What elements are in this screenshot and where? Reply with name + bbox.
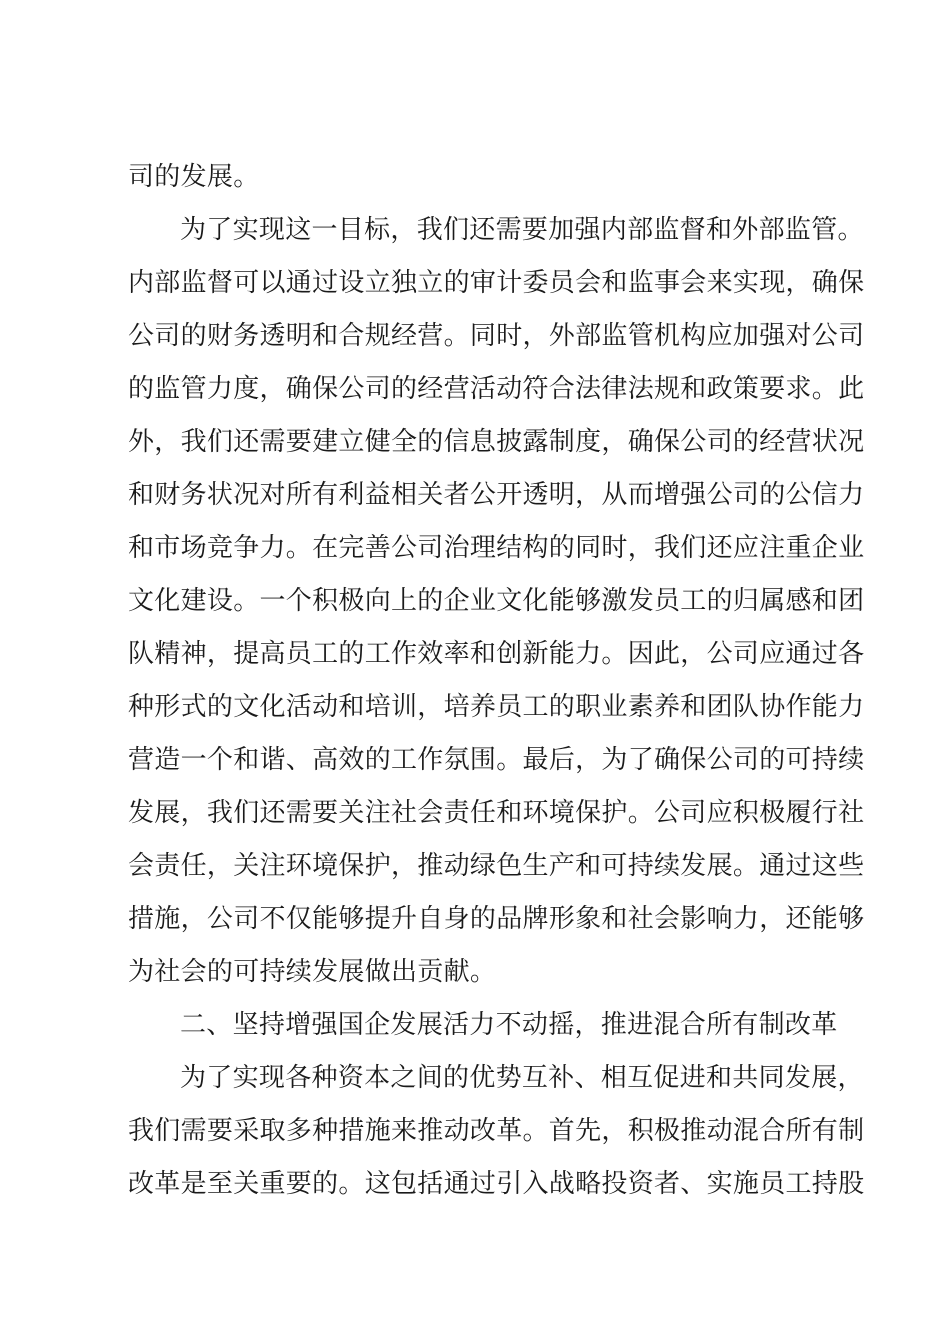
text-line: 会责任，关注环境保护，推动绿色生产和可持续发展。通过这些 [128,851,865,881]
text-line: 为社会的可持续发展做出贡献。 [128,957,497,987]
paragraph-start-line: 为了实现各种资本之间的优势互补、相互促进和共同发展， [180,1063,864,1093]
text-line: 和市场竞争力。在完善公司治理结构的同时，我们还应注重企业 [128,533,865,563]
text-line: 内部监督可以通过设立独立的审计委员会和监事会来实现，确保 [128,268,865,298]
text-line: 种形式的文化活动和培训，培养员工的职业素养和团队协作能力 [128,692,865,722]
text-line: 的监管力度，确保公司的经营活动符合法律法规和政策要求。此 [128,374,865,404]
text-line: 司的发展。 [128,162,260,192]
text-line: 发展，我们还需要关注社会责任和环境保护。公司应积极履行社 [128,798,865,828]
text-line: 和财务状况对所有利益相关者公开透明，从而增强公司的公信力 [128,480,865,510]
text-line: 改革是至关重要的。这包括通过引入战略投资者、实施员工持股 [128,1169,865,1199]
document-body [128,151,865,1211]
paragraph-start-line: 为了实现这一目标，我们还需要加强内部监督和外部监管。 [180,215,864,245]
text-line: 公司的财务透明和合规经营。同时，外部监管机构应加强对公司 [128,321,865,351]
text-line: 外，我们还需要建立健全的信息披露制度，确保公司的经营状况 [128,427,865,457]
text-line: 队精神，提高员工的工作效率和创新能力。因此，公司应通过各 [128,639,865,669]
text-line: 文化建设。一个积极向上的企业文化能够激发员工的归属感和团 [128,586,865,616]
section-heading: 二、坚持增强国企发展活力不动摇，推进混合所有制改革 [180,1010,838,1040]
text-line: 我们需要采取多种措施来推动改革。首先，积极推动混合所有制 [128,1116,865,1146]
text-line: 措施，公司不仅能够提升自身的品牌形象和社会影响力，还能够 [128,904,865,934]
text-line: 营造一个和谐、高效的工作氛围。最后，为了确保公司的可持续 [128,745,865,775]
